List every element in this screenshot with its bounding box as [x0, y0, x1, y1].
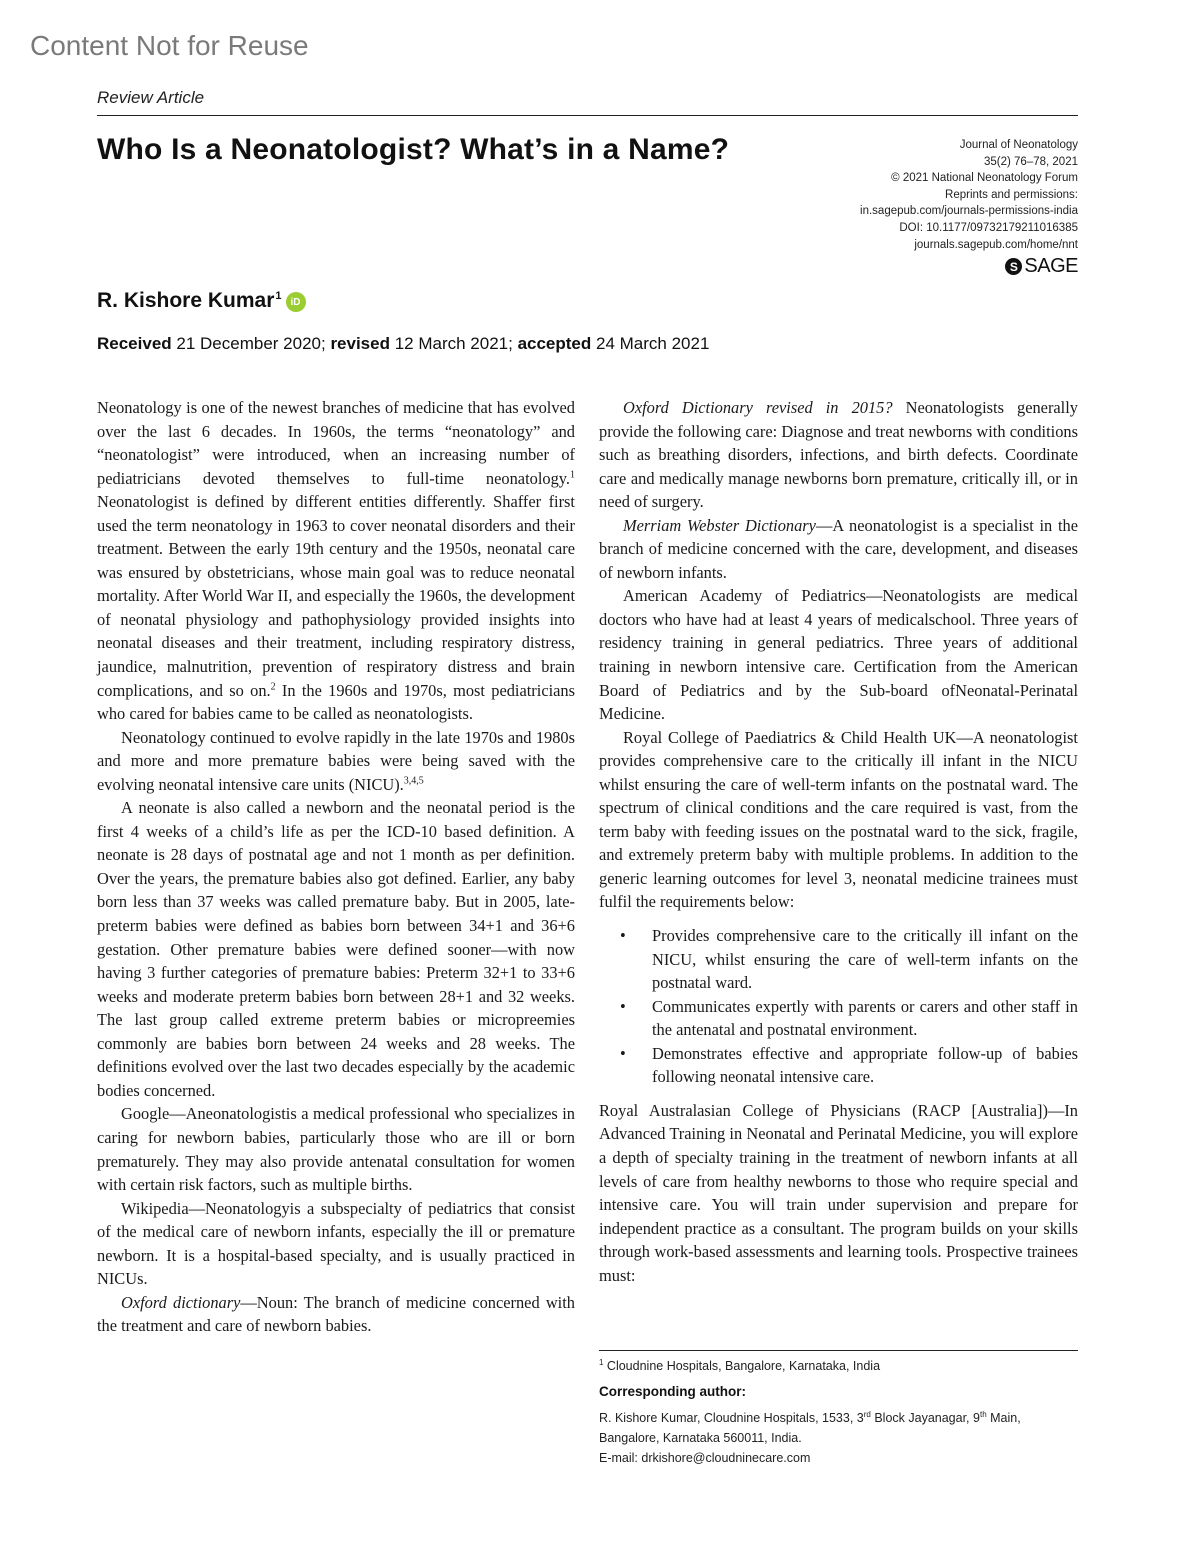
footnote-rule	[599, 1350, 1078, 1351]
article-type: Review Article	[97, 88, 205, 107]
paragraph-intro	[97, 396, 575, 726]
corresponding-author-address	[599, 1405, 1080, 1468]
ordinal-suffix: rd	[863, 1410, 871, 1419]
paragraph-text: Neonatology is one of the newest branches of medicine that has evolved over the last 6 decades. In 1960s, the terms “neonatology” and “neonatologist” were introduced, when an increasing number of pediatricians devoted themselves to full-time neonatology.	[97, 398, 575, 488]
author-name: R. Kishore Kumar	[97, 289, 275, 312]
citation-2[interactable]: 2	[270, 681, 276, 693]
sage-logo-icon: S	[1005, 258, 1022, 275]
received-label: Received	[97, 334, 172, 353]
affiliation-mark: 1	[599, 1358, 604, 1367]
paragraph-text: Neonatologist is defined by different entities differently. Shaffer first used the term neonatology in 1963 to cover neonatal disorders and their treatment. Between the early 19th century and the 1950s, neonatal care was ensured by obstetricians, whose main goal was to reduce neonatal mortality. After World War II, and especially the 1960s, the development of neonatal physiology and pathophysiology provided insights into neonatal diseases and their treatment, including respiratory distress, jaundice, malnutrition, prevention of respiratory distress and brain complications, and so on.	[97, 492, 575, 700]
paragraph-neonate-definition: A neonate is also called a newborn and the neonatal period is the first 4 weeks of a child’s life as per the ICD-10 based definition. A neonate is 28 days of postnatal age and not 1 month as per definition. Over the years, the premature babies also got defined. Earlier, any baby born less than 37 weeks was called premature baby. But in 2005, late-preterm babies were defined as babies born between 34+1 and 36+6 gestation. Other premature babies were defined sooner—with now having 3 further categories of premature babies: Preterm 32+1 to 33+6 weeks and moderate preterm babies born between 28+1 and 32 weeks. The last group called extreme preterm babies or micropreemies commonly are babies born between 24 weeks and 28 weeks. The definitions evolved over the last two decades especially by the academic bodies concerned.	[97, 798, 575, 1100]
paragraph-wikipedia: Wikipedia—Neonatologyis a subspecialty of pediatrics that consist of the medical care of newborn infants, especially the ill or premature newborn. It is a hospital-based specialty, and is usually practiced in NICUs.	[97, 1198, 575, 1289]
copyright: © 2021 National Neonatology Forum	[891, 172, 1078, 185]
paragraph-rcpch: Royal College of Paediatrics & Child Health UK—A neonatologist provides comprehensive care to the critically ill infant in the NICU whilst ensuring the care of well-term infants on the postnatal ward. The spectrum of clinical conditions and the care required is vast, from the term baby with feeding issues on the postnatal ward to the sick, fragile, and extremely preterm baby with multiple problems. In addition to the generic learning outcomes for level 3, neonatal medicine trainees must fulfil the requirements below:	[599, 727, 1078, 912]
paragraph-text: —A neonatologist is a specialist in the branch of medicine concerned with the care, development, and diseases of newborn infants.	[599, 515, 1078, 582]
paragraph-text: —Noun: The branch of medicine concerned with the treatment and care of newborn babies.	[97, 1292, 575, 1336]
list-item: • Demonstrates effective and appropriate follow-up of babies following neonatal intensive care.	[599, 1042, 1078, 1089]
body-column-left	[97, 396, 575, 1338]
body-column-right	[599, 396, 1078, 1287]
merriam-webster-term: Merriam Webster Dictionary	[623, 515, 816, 535]
paragraph-racp: Royal Australasian College of Physicians (RACP [Australia])—In Advanced Training in Neonatal and Perinatal Medicine, you will explore a depth of specialty training in the treatment of newborn infants at all levels of care from healthy newborns to those who require special and intensive care. You will train under supervision and prepare for independent practice as a consultant. The program builds on your skills through work-based assessments and learning tools. Prospective trainees must:	[599, 1100, 1078, 1285]
affiliation-text: Cloudnine Hospitals, Bangalore, Karnataka, India	[603, 1359, 881, 1374]
permissions-link[interactable]: in.sagepub.com/journals-permissions-india	[860, 205, 1078, 218]
requirements-list	[599, 924, 1078, 1089]
journal-home-link[interactable]: journals.sagepub.com/home/nnt	[914, 238, 1078, 251]
oxford-term: Oxford dictionary	[121, 1292, 241, 1312]
journal-meta	[860, 137, 1078, 253]
journal-issue: 35(2) 76–78, 2021	[984, 155, 1078, 168]
paragraph-text: Neonatology continued to evolve rapidly in the late 1970s and 1980s and more and more premature babies were being saved with the evolving neonatal intensive care units (NICU).	[97, 727, 575, 794]
citation-3-5[interactable]: 3,4,5	[403, 775, 424, 787]
affiliation-footnote	[599, 1358, 880, 1373]
paragraph-google: Google—Aneonatologistis a medical professional who specializes in caring for newborn babies, particularly those who are ill or born prematurely. They may also provide antenatal consultation for women with certain risk factors, such as multiple births.	[97, 1104, 575, 1195]
article-title: Who Is a Neonatologist? What’s in a Name?	[97, 133, 730, 166]
publisher-logo	[1005, 255, 1078, 278]
author-line	[97, 289, 306, 313]
orcid-icon[interactable]: iD	[286, 292, 306, 312]
list-item: • Provides comprehensive care to the critically ill infant on the NICU, whilst ensuring the care of well-term infants on the postnatal ward.	[599, 924, 1078, 995]
received-date: 21 December 2020;	[171, 334, 331, 353]
revised-date: 12 March 2021;	[389, 334, 518, 353]
article-dates	[97, 334, 709, 354]
watermark: Content Not for Reuse	[30, 30, 309, 61]
accepted-label: accepted	[517, 334, 592, 353]
corresponding-author-heading: Corresponding author:	[599, 1384, 746, 1399]
paragraph-evolution	[97, 726, 575, 797]
publisher-name: SAGE	[1024, 255, 1078, 277]
header-rule	[97, 115, 1078, 116]
author-affiliation-mark: 1	[275, 290, 282, 302]
ordinal-suffix: th	[979, 1410, 987, 1419]
address-text: R. Kishore Kumar, Cloudnine Hospitals, 1533, 3	[599, 1411, 864, 1426]
list-item: • Communicates expertly with parents or carers and other staff in the antenatal and postnatal environment.	[599, 995, 1078, 1042]
doi[interactable]: DOI: 10.1177/09732179211016385	[899, 221, 1078, 234]
paragraph-text: Neonatologists generally provide the following care: Diagnose and treat newborns with conditions such as breathing disorders, infections, and birth defects. Coordinate care and medically manage newborns born premature, critically ill, or in need of surgery.	[599, 398, 1078, 512]
paragraph-oxford	[97, 1291, 575, 1338]
journal-name: Journal of Neonatology	[959, 139, 1078, 151]
address-text: Block Jayanagar, 9	[870, 1411, 980, 1426]
oxford-2015-term: Oxford Dictionary revised in 2015?	[623, 398, 893, 417]
paragraph-aap: American Academy of Pediatrics—Neonatologists are medical doctors who have had at least 4 years of medicalschool. Three years of residency training in general pediatrics. Three years of additional training in newborn intensive care. Certification from the American Board of Pediatrics and by the Sub-board ofNeonatal-Perinatal Medicine.	[599, 586, 1078, 724]
paragraph-oxford-2015	[599, 396, 1078, 514]
paragraph-text: In the 1960s and 1970s, most pediatricians who cared for babies came to be called as neonatologists.	[97, 680, 576, 724]
accepted-date: 24 March 2021	[591, 334, 710, 353]
address-text: Main, Bangalore, Karnataka 560011, India.	[599, 1411, 1021, 1446]
citation-1[interactable]: 1	[570, 469, 575, 481]
author-email[interactable]: E-mail: drkishore@cloudninecare.com	[599, 1451, 811, 1466]
revised-label: revised	[330, 334, 390, 353]
reprints-label: Reprints and permissions:	[945, 188, 1078, 201]
paragraph-merriam-webster	[599, 514, 1078, 585]
